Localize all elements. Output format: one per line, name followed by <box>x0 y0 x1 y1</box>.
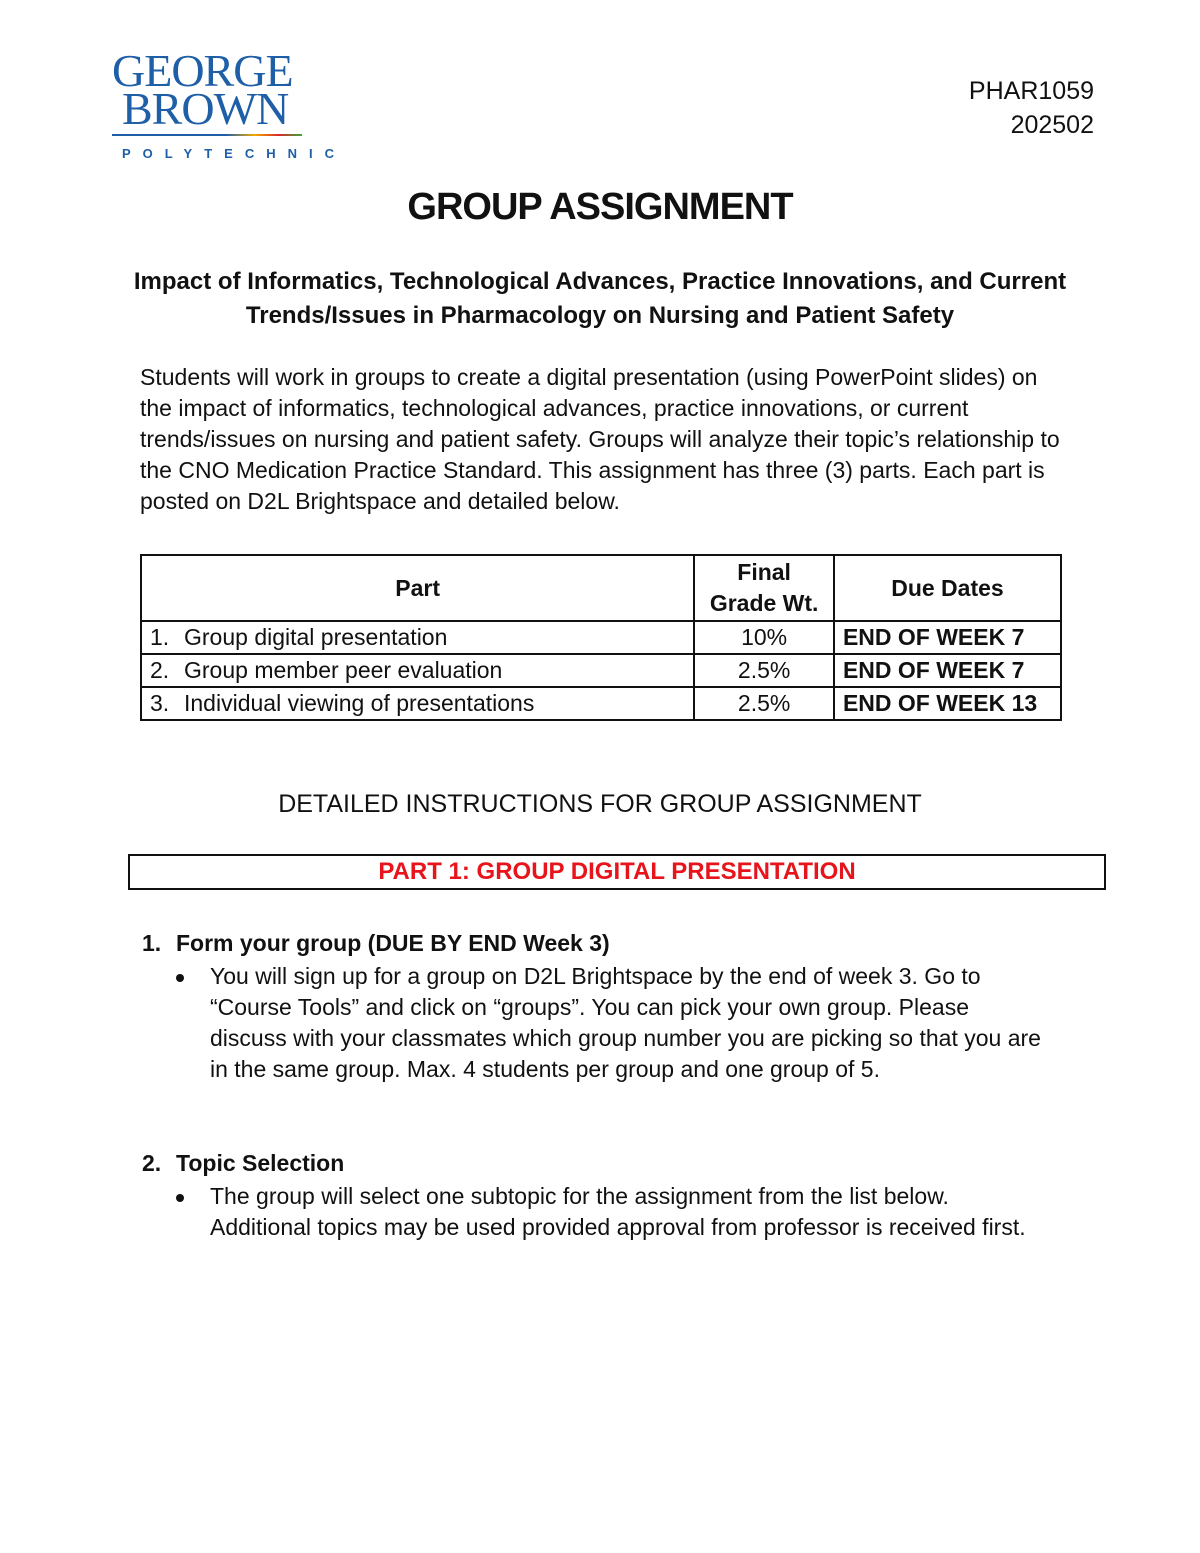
step-form-group <box>142 928 1042 1085</box>
part-cell <box>141 687 694 720</box>
step-heading <box>142 1148 1042 1179</box>
due-cell: END OF WEEK 7 <box>834 654 1061 687</box>
header-part: Part <box>141 555 694 621</box>
logo-text-line2: BROWN <box>122 83 289 134</box>
document-subtitle <box>100 265 1100 333</box>
step-bullet <box>142 1181 1042 1243</box>
document-title: GROUP ASSIGNMENT <box>407 186 793 228</box>
row-number: 1. <box>150 624 170 650</box>
bullet-text: You will sign up for a group on D2L Brightspace by the end of week 3. Go to “Course Tools” and click on “groups”. You can pick your own group. Please discuss with your classmates which group number you are picking so that you are in the same group. Max. 4 students per group and one group of 5. <box>210 963 1041 1082</box>
subtitle-line2: Trends/Issues in Pharmacology on Nursing and Patient Safety <box>245 302 955 329</box>
header-weight <box>694 555 834 621</box>
part-name: Individual viewing of presentations <box>184 690 535 716</box>
subtitle-line1: Impact of Informatics, Technological Advances, Practice Innovations, and Current <box>133 268 1067 295</box>
weight-cell: 2.5% <box>694 654 834 687</box>
assignment-parts-table <box>140 554 1062 721</box>
logo-text-line1: GEORGE <box>112 45 293 96</box>
part-cell <box>141 621 694 654</box>
table-row <box>141 621 1061 654</box>
step-topic-selection <box>142 1148 1042 1243</box>
course-term: 202502 <box>1010 111 1094 139</box>
header-weight-line1: Final <box>737 559 791 585</box>
part-name: Group member peer evaluation <box>184 657 503 683</box>
table-row <box>141 687 1061 720</box>
part1-heading-box: PART 1: GROUP DIGITAL PRESENTATION <box>128 854 1106 890</box>
header-weight-line2: Grade Wt. <box>709 590 819 616</box>
table-header-row <box>141 555 1061 621</box>
header-due-dates: Due Dates <box>834 555 1061 621</box>
weight-cell: 10% <box>694 621 834 654</box>
step-bullet <box>142 961 1042 1085</box>
due-cell: END OF WEEK 13 <box>834 687 1061 720</box>
step-number: 2. <box>142 1150 162 1176</box>
logo-subtext: POLYTECHNIC <box>122 146 346 161</box>
table-row <box>141 654 1061 687</box>
bullet-icon <box>176 1194 184 1202</box>
part-name: Group digital presentation <box>184 624 448 650</box>
course-info <box>969 74 1094 142</box>
due-cell: END OF WEEK 7 <box>834 621 1061 654</box>
row-number: 2. <box>150 657 170 683</box>
weight-cell: 2.5% <box>694 687 834 720</box>
step-title: Topic Selection <box>176 1150 345 1176</box>
detailed-instructions-heading: DETAILED INSTRUCTIONS FOR GROUP ASSIGNMENT <box>278 790 922 818</box>
step-heading <box>142 928 1042 959</box>
row-number: 3. <box>150 690 170 716</box>
logo-color-rule <box>112 134 302 136</box>
step-title: Form your group (DUE BY END Week 3) <box>176 930 610 956</box>
bullet-icon <box>176 974 184 982</box>
course-code: PHAR1059 <box>968 77 1094 105</box>
college-logo <box>112 45 346 161</box>
step-number: 1. <box>142 930 162 956</box>
intro-paragraph: Students will work in groups to create a digital presentation (using PowerPoint slides) on the impact of informatics, technological advances, practice innovations, or current trends/issues on nursing and patient safety. Groups will analyze their topic’s relationship to the CNO Medication Practice Standard. This assignment has three (3) parts. Each part is posted on D2L Brightspace and detailed below. <box>140 364 1060 514</box>
part-cell <box>141 654 694 687</box>
bullet-text: The group will select one subtopic for the assignment from the list below. Additional topics may be used provided approval from professor is received first. <box>210 1183 1026 1240</box>
